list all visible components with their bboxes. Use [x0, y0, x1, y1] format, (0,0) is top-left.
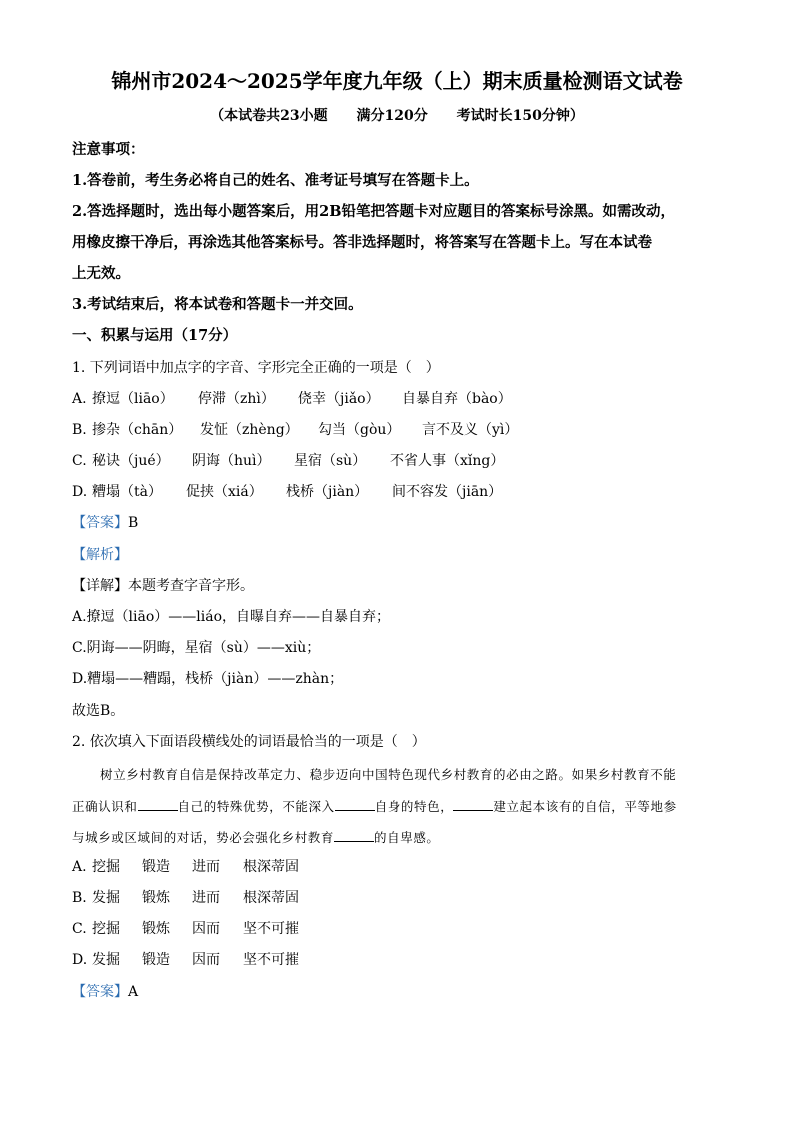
- q2-stem: 2. 依次填入下面语段横线处的词语最恰当的一项是（ ）: [72, 734, 426, 750]
- option-word: 挖掘: [92, 921, 120, 937]
- option-word: 侥幸（jiǎo）: [298, 391, 380, 407]
- option-word: 坚不可摧: [243, 921, 299, 937]
- option-word: 根深蒂固: [243, 859, 299, 875]
- option-label: D.: [72, 952, 88, 968]
- option-word: 锻造: [142, 859, 170, 875]
- fill-blank: [453, 796, 493, 811]
- option-word: 糟塌（tà）: [92, 484, 162, 500]
- option-word: 因而: [192, 952, 220, 968]
- notice-item-1: 1.答卷前，考生务必将自己的姓名、准考证号填写在答题卡上。: [72, 172, 479, 189]
- q1-answer: [72, 513, 138, 533]
- q1-explain-d: D.糟塌——糟蹋，栈桥（jiàn）——zhàn；: [72, 671, 344, 687]
- answer-tag: 【答案】: [72, 984, 128, 1000]
- analysis-tag: 【解析】: [72, 547, 128, 563]
- option-label: B.: [72, 422, 87, 438]
- answer-value: B: [128, 515, 139, 531]
- full-score: 满分120分: [356, 108, 428, 124]
- detail-text: 本题考查字音字形。: [128, 578, 254, 594]
- option-word: 坚不可摧: [243, 952, 299, 968]
- passage-text: 树立乡村教育自信是保持改革定力、稳步迈向中国特色现代乡村教育的必由之路。如果乡村教育不能: [100, 767, 677, 782]
- answer-tag: 【答案】: [72, 515, 128, 531]
- passage-text: 自己的特殊优势，不能深入: [177, 799, 335, 814]
- option-word: 间不容发（jiān）: [392, 484, 503, 500]
- option-word: 停滞（zhì）: [198, 391, 275, 407]
- option-word: 挖掘: [92, 859, 120, 875]
- fill-blank: [334, 827, 374, 842]
- exam-info: [0, 106, 794, 126]
- passage-text: 建立起本该有的自信，平等地参: [493, 799, 677, 814]
- option-word: 发怔（zhèng）: [200, 422, 299, 438]
- option-label: C.: [72, 921, 87, 937]
- option-label: A.: [72, 391, 87, 407]
- option-word: 锻炼: [142, 890, 170, 906]
- option-word: 发掘: [92, 890, 120, 906]
- q2-passage-line-3: [72, 823, 724, 853]
- option-word: 言不及义（yì）: [422, 422, 519, 438]
- q2-option-a: [72, 857, 472, 877]
- option-word: 栈桥（jiàn）: [286, 484, 369, 500]
- option-word: 自暴自弃（bào）: [402, 391, 512, 407]
- q1-detail: [72, 576, 254, 596]
- option-label: B.: [72, 890, 87, 906]
- q1-explain-a: A.撩逗（liāo）——liáo，自曝自弃——自暴自弃；: [72, 609, 391, 625]
- notice-item-3: 3.考试结束后，将本试卷和答题卡一并交回。: [72, 296, 363, 313]
- page-title: 锦州市2024～2025学年度九年级（上）期末质量检测语文试卷: [111, 69, 683, 93]
- option-word: 不省人事（xǐng）: [390, 453, 505, 469]
- option-word: 星宿（sù）: [294, 453, 367, 469]
- option-word: 秘诀（jué）: [92, 453, 170, 469]
- q2-passage-line-2: [72, 792, 724, 822]
- option-word: 撩逗（liāo）: [92, 391, 174, 407]
- notice-item-2-cont: 用橡皮擦干净后，再涂选其他答案标号。答非选择题时，将答案写在答题卡上。写在本试卷: [72, 234, 652, 251]
- option-word: 进而: [192, 859, 220, 875]
- q1-option-a: [72, 389, 722, 409]
- fill-blank: [335, 796, 375, 811]
- option-word: 促挟（xiá）: [186, 484, 263, 500]
- notice-heading: 注意事项：: [72, 141, 145, 158]
- option-word: 锻炼: [142, 921, 170, 937]
- fill-blank: [138, 796, 178, 811]
- passage-text: 的自卑感。: [374, 830, 440, 845]
- option-word: 掺杂（chān）: [92, 422, 183, 438]
- q2-passage-line-1: [72, 760, 724, 790]
- detail-tag: 【详解】: [72, 578, 128, 594]
- exam-duration: 考试时长150分钟）: [456, 108, 584, 124]
- option-label: A.: [72, 859, 87, 875]
- passage-text: 与城乡或区域间的对话，势必会强化乡村教育: [72, 830, 335, 845]
- passage-text: 正确认识和: [72, 799, 138, 814]
- option-word: 阴诲（huì）: [192, 453, 271, 469]
- q2-option-d: [72, 950, 472, 970]
- q2-option-c: [72, 919, 472, 939]
- notice-item-2-end: 上无效。: [72, 265, 130, 282]
- passage-text: 自身的特色，: [374, 799, 454, 814]
- option-word: 勾当（gòu）: [318, 422, 401, 438]
- q2-option-b: [72, 888, 472, 908]
- option-label: C.: [72, 453, 87, 469]
- q1-option-b: [72, 420, 722, 440]
- section-heading: 一、积累与运用（17分）: [72, 327, 238, 344]
- option-label: D.: [72, 484, 88, 500]
- q2-answer: [72, 982, 138, 1002]
- notice-item-2: 2.答选择题时，选出每小题答案后，用2B铅笔把答题卡对应题目的答案标号涂黑。如需改动，: [72, 203, 675, 220]
- q1-option-c: [72, 451, 722, 471]
- option-word: 因而: [192, 921, 220, 937]
- question-count: （本试卷共23小题: [210, 108, 328, 124]
- option-word: 根深蒂固: [243, 890, 299, 906]
- option-word: 锻造: [142, 952, 170, 968]
- option-word: 发掘: [92, 952, 120, 968]
- option-word: 进而: [192, 890, 220, 906]
- answer-value: A: [128, 984, 139, 1000]
- q1-conclusion: 故选B。: [72, 703, 125, 719]
- q1-option-d: [72, 482, 722, 502]
- q1-stem: 1. 下列词语中加点字的字音、字形完全正确的一项是（ ）: [72, 360, 440, 376]
- q1-analysis-tag: [72, 545, 128, 565]
- q1-explain-c: C.阴诲——阴晦，星宿（sù）——xiù；: [72, 640, 321, 656]
